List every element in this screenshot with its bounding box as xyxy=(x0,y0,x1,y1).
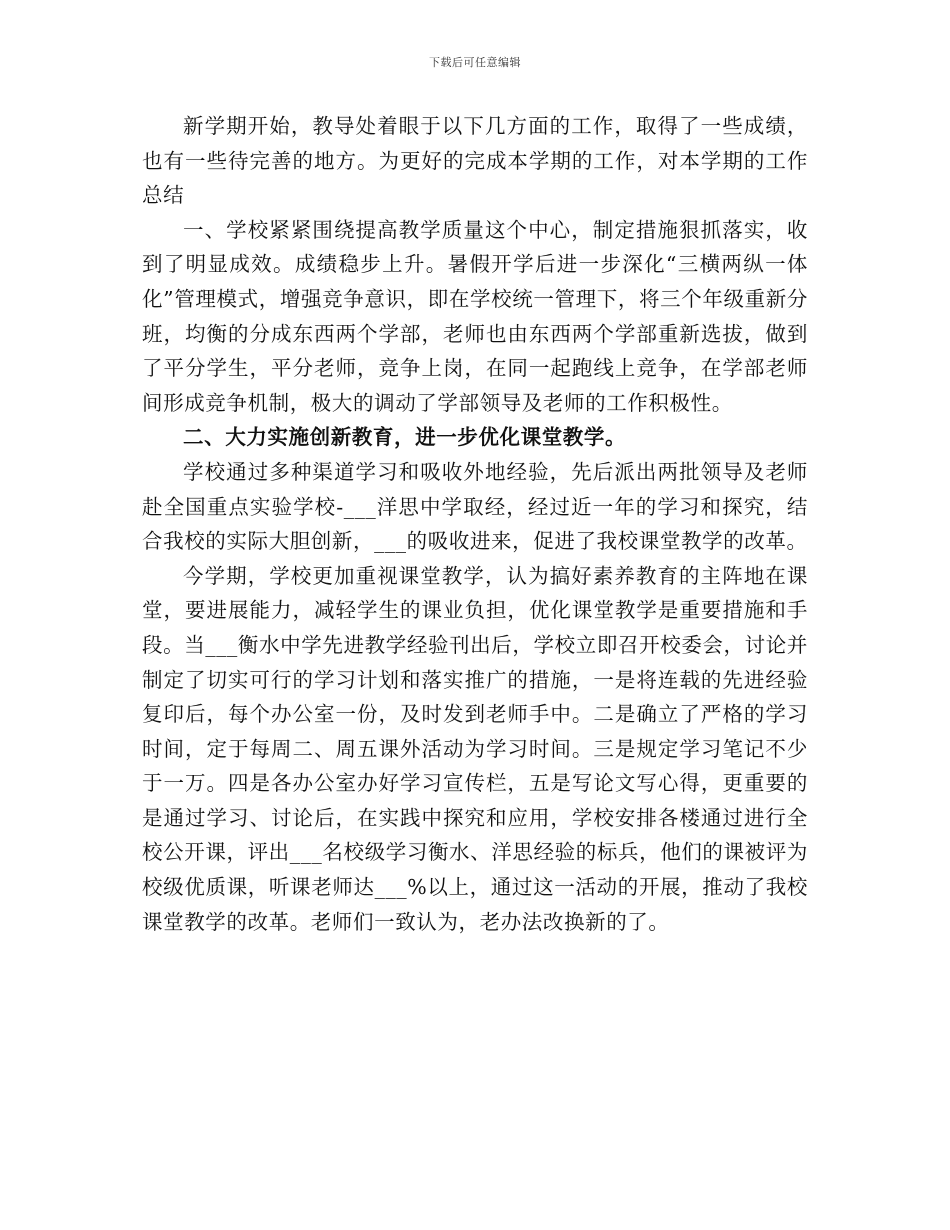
document-body xyxy=(142,109,808,939)
page-header-note: 下载后可任意编辑 xyxy=(429,56,521,69)
section-two-heading: 二、大力实施创新教育，进一步优化课堂教学。 xyxy=(183,425,627,450)
section-one-paragraph: 一、学校紧紧围绕提高教学质量这个中心，制定措施狠抓落实，收到了明显成效。成绩稳步上升。暑假开学后进一步深化“三横两纵一体化”管理模式，增强竞争意识，即在学校统一管理下，将三个年级重新分班，均衡的分成东西两个学部，老师也由东西两个学部重新选拔，做到了平分学生，平分老师，竞争上岗，在同一起跑线上竞争，在学部老师间形成竞争机制，极大的调动了学部领导及老师的工作积极性。 xyxy=(142,217,808,415)
section-two-paragraph-1: 学校通过多种渠道学习和吸收外地经验，先后派出两批领导及老师赴全国重点实验学校-___洋思中学取经，经过近一年的学习和探究，结合我校的实际大胆创新，___的吸收进来，促进了我校课堂教学的改革。 xyxy=(142,459,808,554)
section-two-paragraph-2: 今学期，学校更加重视课堂教学，认为搞好素养教育的主阵地在课堂，要进展能力，减轻学生的课业负担，优化课堂教学是重要措施和手段。当___衡水中学先进教学经验刊出后，学校立即召开校委会，讨论并制定了切实可行的学习计划和落实推广的措施，一是将连载的先进经验复印后，每个办公室一份，及时发到老师手中。二是确立了严格的学习时间，定于每周二、周五课外活动为学习时间。三是规定学习笔记不少于一万。四是各办公室办好学习宣传栏，五是写论文写心得，更重要的是通过学习、讨论后，在实践中探究和应用，学校安排各楼通过进行全校公开课，评出___名校级学习衡水、洋思经验的标兵，他们的课被评为校级优质课，听课老师达___%以上，通过这一活动的开展，推动了我校课堂教学的改革。老师们一致认为，老办法改换新的了。 xyxy=(142,563,808,934)
intro-paragraph: 新学期开始，教导处着眼于以下几方面的工作，取得了一些成绩，也有一些待完善的地方。为更好的完成本学期的工作，对本学期的工作总结 xyxy=(142,114,808,208)
